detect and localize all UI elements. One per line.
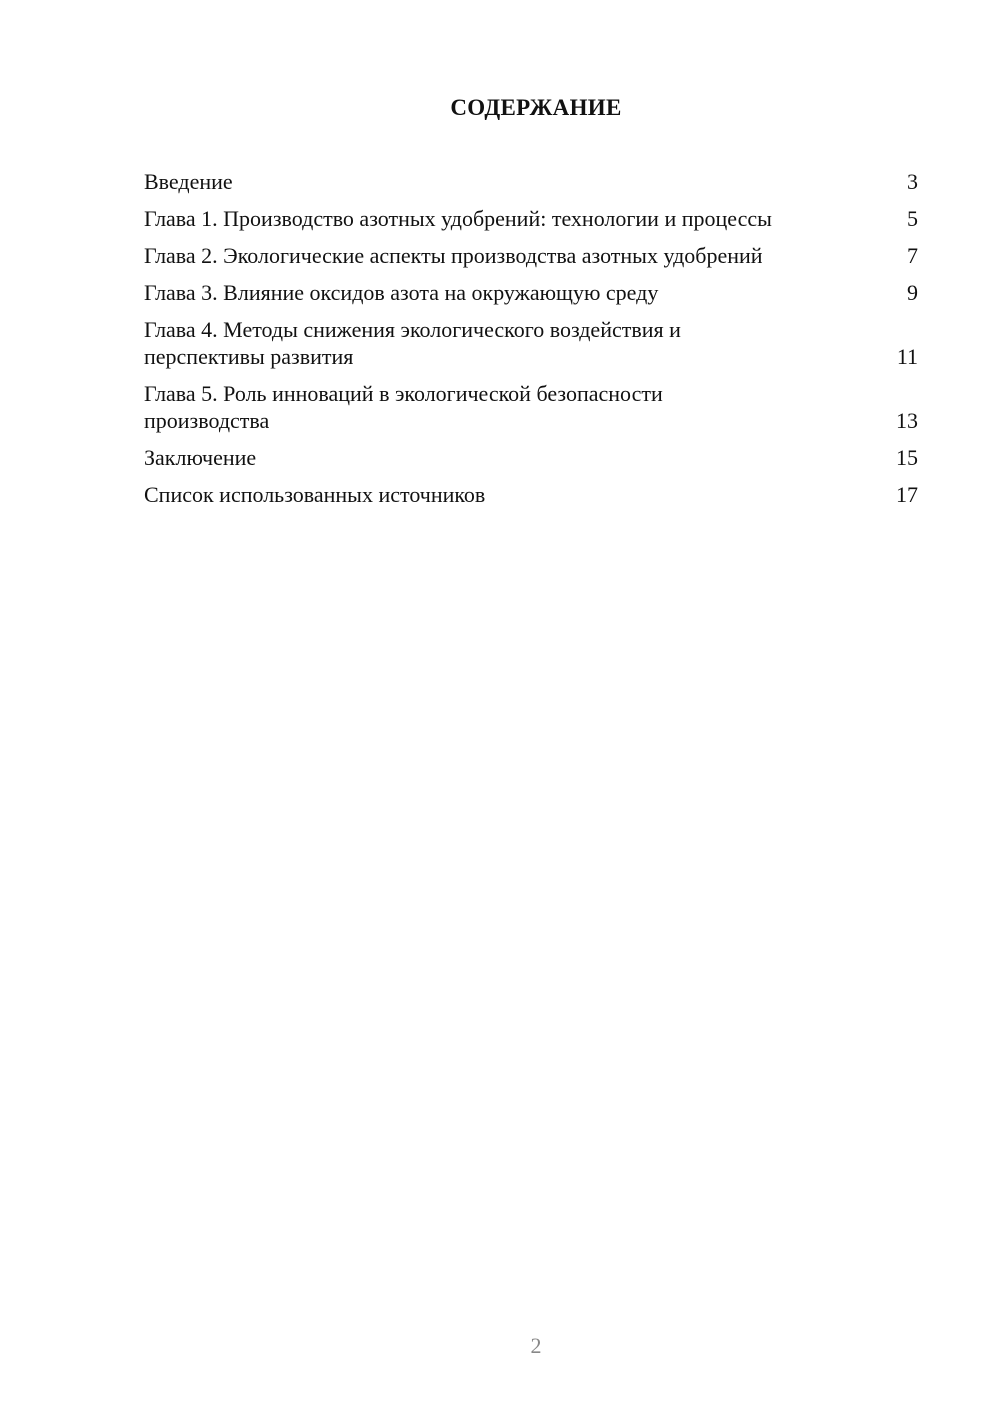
toc-entry-page-number: 11: [896, 344, 918, 369]
toc-entry-page-number: 3: [907, 169, 918, 194]
toc-entry-page-number: 7: [907, 243, 918, 268]
toc-entry-title: Глава 5. Роль инноваций в экологической безопасности производства: [144, 381, 663, 433]
toc-entry-title: Глава 3. Влияние оксидов азота на окружающую среду: [144, 280, 659, 305]
page-title: СОДЕРЖАНИЕ: [450, 95, 622, 120]
toc-entry-references: [144, 481, 918, 508]
toc-entry-page-number: 13: [896, 408, 918, 433]
toc-entry-title: Список использованных источников: [144, 482, 486, 507]
toc-entry-chapter-4: [144, 316, 918, 370]
page-number: 2: [530, 1333, 542, 1358]
toc-entry-title: Заключение: [144, 445, 257, 470]
table-of-contents: [144, 168, 918, 518]
toc-entry-page-number: 9: [907, 280, 918, 305]
toc-entry-title: Глава 4. Методы снижения экологического воздействия и перспективы развития: [144, 317, 681, 369]
toc-entry-page-number: 15: [896, 445, 918, 470]
toc-entry-title: Глава 1. Производство азотных удобрений: технологии и процессы: [144, 206, 772, 231]
toc-entry-title: Глава 2. Экологические аспекты производства азотных удобрений: [144, 243, 763, 268]
toc-entry-title: Введение: [144, 169, 233, 194]
toc-entry-chapter-2: [144, 242, 918, 269]
toc-entry-chapter-3: [144, 279, 918, 306]
toc-entry-page-number: 17: [896, 482, 918, 507]
toc-entry-chapter-1: [144, 205, 918, 232]
toc-entry-page-number: 5: [907, 206, 918, 231]
toc-entry-conclusion: [144, 444, 918, 471]
toc-entry-introduction: [144, 168, 918, 195]
toc-entry-chapter-5: [144, 380, 918, 434]
